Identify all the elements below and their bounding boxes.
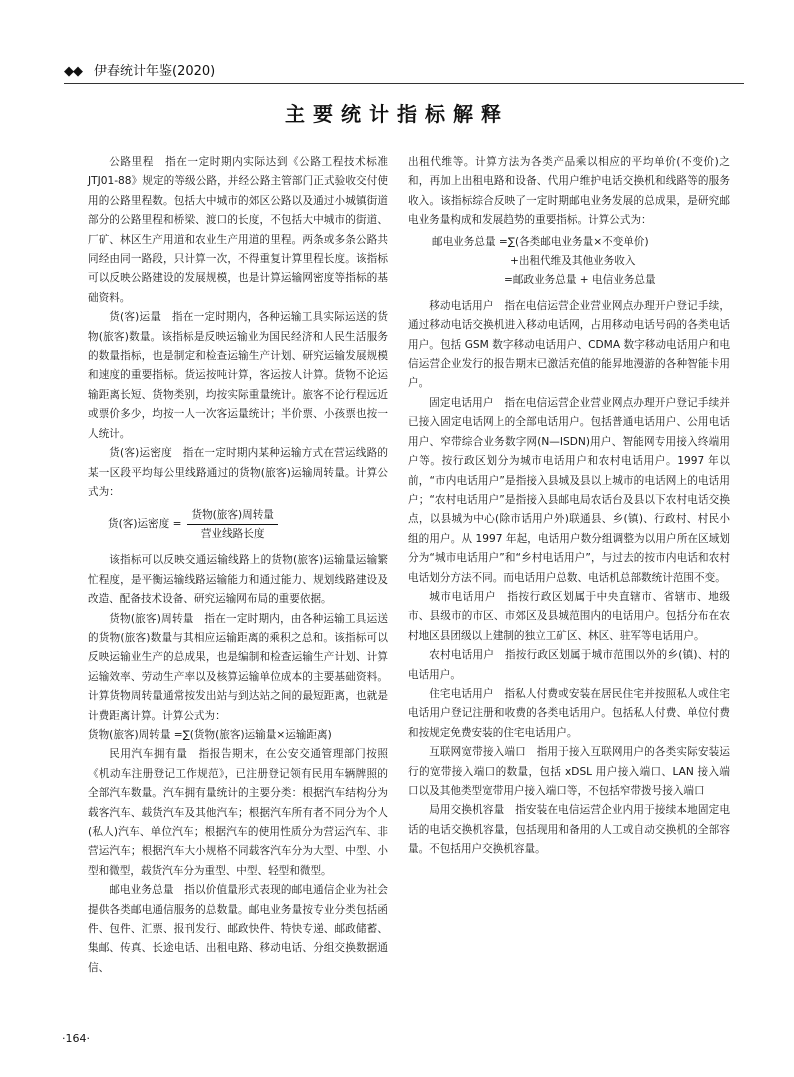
definition-text: 出租代维等。计算方法为各类产品乘以相应的平均单价(不变价)之和，再加上出租电路和设备、代用户维护电话交换机和线路等的服务收入。该指标综合反映了一定时期邮电业务发展的总成果，是研究邮电业务量构成和发展趋势的重要指标。计算公式为：	[408, 156, 730, 227]
term-label: 货物(旅客)周转量	[109, 612, 194, 625]
paragraph	[88, 444, 388, 502]
term-label: 农村电话用户	[429, 649, 495, 662]
formula-fraction	[187, 506, 277, 543]
formula-line: 邮电业务总量 =∑(各类邮电业务量×不变单价)	[432, 235, 649, 248]
paragraph	[408, 153, 730, 231]
definition-text: 指私人付费或安装在居民住宅并按照私人或住宅电话用户登记注册和收费的各类电话用户。包括私人付费、单位付费和按规定免费安装的住宅电话用户。	[408, 687, 731, 739]
term-label: 局用交换机容量	[429, 804, 505, 817]
definition-text: 指按行政区划属于中央直辖市、省辖市、地级市、县级市的市区、市郊区及县城范围内的电话用户。包括分布在农村地区县团级以上建制的独立工矿区、林区、驻军等电话用户。	[408, 590, 731, 642]
paragraph	[88, 551, 388, 609]
term-label: 互联网宽带接入端口	[429, 746, 526, 759]
paragraph	[88, 153, 388, 308]
term-label: 货(客)运密度	[109, 447, 172, 460]
term-label: 固定电话用户	[429, 396, 494, 409]
density-formula	[108, 506, 388, 543]
page-number: ·164·	[62, 1032, 90, 1045]
formula-numerator: 货物(旅客)周转量	[191, 509, 274, 522]
term-label: 移动电话用户	[429, 299, 494, 312]
postal-formula	[408, 233, 730, 291]
definition-text: 指安装在电信运营企业内用于接续本地固定电话的电话交换机容量，包括现用和备用的人工或自动交换机的全部容量。不包括用户交换机容量。	[408, 804, 731, 856]
paragraph	[88, 308, 388, 444]
definition-text: 指按行政区划属于城市范围以外的乡(镇)、村的电话用户。	[408, 649, 731, 681]
definition-text: 指在一定时期内，各种运输工具实际运送的货物(旅客)数量。该指标是反映运输业为国民经济和人民生活服务的数量指标，也是制定和检查运输生产计划、研究运输发展规模和速度的重要指标。货运按吨计算，客运按人计算。货物不论运输距离长短、货物类别，均按实际重量统计。旅客不论行程远近或票价多少，均按一人一次客运量统计；半价票、小孩票也按一人统计。	[88, 311, 388, 440]
paragraph	[408, 394, 730, 588]
formula-denominator: 营业线路长度	[200, 528, 265, 541]
diamond-icon: ◆◆	[64, 64, 82, 79]
paragraph	[408, 743, 730, 801]
paragraph	[88, 745, 388, 881]
definition-text: 指在电信运营企业营业网点办理开户登记手续，通过移动电话交换机进入移动电话网，占用移动电话号码的各类电话用户。包括 GSM 数字移动电话用户、CDMA 数字移动电话用户和电信运营企业发行的报告期末已激活充值的能昇地漫游的各种智能卡用户。	[408, 299, 731, 390]
paragraph	[408, 297, 730, 394]
left-column	[88, 153, 388, 978]
term-label: 住宅电话用户	[429, 687, 494, 700]
paragraph	[88, 881, 388, 978]
paragraph	[408, 685, 730, 743]
running-header-title: 伊春统计年鉴(2020)	[94, 64, 216, 79]
definition-text: 指在一定时期内某种运输方式在营运线路的某一区段平均每公里线路通过的货物(旅客)运输周转量。计算公式为：	[88, 447, 389, 498]
definition-text: 指以价值量形式表现的邮电通信企业为社会提供各类邮电通信服务的总数量。邮电业务量按专业分类包括函件、包件、汇票、报刊发行、邮政快件、特快专递、邮政储蓄、集邮、传真、长途电话、出租电路、移动电话、分组交换数据通信、	[88, 884, 389, 974]
paragraph	[408, 801, 730, 859]
term-label: 城市电话用户	[429, 590, 497, 603]
term-label: 货(客)运量	[109, 311, 162, 324]
formula-lhs: 货(客)运密度 =	[108, 518, 182, 531]
right-column	[408, 153, 730, 860]
formula-line: =邮政业务总量 + 电信业务总量	[504, 274, 656, 287]
definition-text: 该指标可以反映交通运输线路上的货物(旅客)运输量运输繁忙程度，是平衡运输线路运输能力和通过能力、规划线路建设及改造、配备技术设备、研究运输网布局的重要依据。	[88, 554, 388, 606]
definition-text: 指在一定时期内，由各种运输工具运送的货物(旅客)数量与其相应运输距离的乘积之总和。该指标可以反映运输业生产的总成果，也是编制和检查运输生产计划、计算运输效率、劳动生产率以及核算运输单位成本的主要基础资料。计算货物周转量通常按发出站与到达站之间的最短距离，也就是计费距离计算。计算公式为：	[88, 612, 389, 722]
definition-text: 指报告期末，在公安交通管理部门按照《机动车注册登记工作规范》，已注册登记领有民用车辆牌照的全部汽车数量。汽车拥有量统计的主要分类：根据汽车结构分为载客汽车、载货汽车及其他汽车；根据汽车所有者不同分为个人(私人)汽车、单位汽车；根据汽车的使用性质分为营运汽车、非营运汽车；根据汽车大小规格不同载客汽车分为大型、中型、小型和微型，载货汽车分为重型、中型、轻型和微型。	[88, 748, 389, 877]
definition-text: 指在一定时期内实际达到《公路工程技术标准 JTJ01-88》规定的等级公路，并经公路主管部门正式验收交付使用的公路里程数。包括大中城市的郊区公路以及通过小城镇街道部分的公路里程和桥梁、渡口的长度，不包括大中城市的街道、厂矿、林区生产用道和农业生产用道的里程。两条或多条公路共同经由同一路段，只计算一次，不得重复计算里程长度。该指标可以反映公路建设的发展规模，也是计算运输网密度等指标的基础资料。	[88, 156, 389, 304]
paragraph	[408, 588, 730, 646]
paragraph	[408, 646, 730, 685]
term-label: 邮电业务总量	[109, 884, 174, 897]
definition-text: 指用于接入互联网用户的各类实际安装运行的宽带接入端口的数量，包括 xDSL 用户接入端口、LAN 接入端口以及其他类型宽带用户接入端口等，不包括窄带拨号接入端口	[408, 746, 731, 797]
page-title: 主要统计指标解释	[285, 102, 509, 126]
term-label: 公路里程	[109, 156, 154, 168]
paragraph	[88, 610, 388, 726]
term-label: 民用汽车拥有量	[109, 748, 188, 761]
turnover-formula: 货物(旅客)周转量 =∑(货物(旅客)运输量×运输距离)	[88, 728, 332, 741]
running-header	[64, 64, 744, 84]
header-rule	[64, 83, 744, 84]
definition-text: 指在电信运营企业营业网点办理开户登记手续并已接入固定电话网上的全部电话用户。包括普通电话用户、公用电话用户、窄带综合业务数字网(N—ISDN)用户、智能网专用接入终端用户等。按行政区划分为城市电话用户和农村电话用户。1997 年以前，“市内电话用户”是指接入县城及县以上城市的电话网上的电话用户；“农村电话用户”是指接入县邮电局农话台及县以下农村电话交换点，以县城为中心(除市话用户外)联通县、乡(镇)、行政村、村民小组的用户。从 1997 年起，电话用户数分组调整为以用户所在区域划分为“城市电话用户”和“乡村电话用户”，与过去的按市内电话和农村电话划分方法不同。而电话用户总数、电话机总部数统计范围不变。	[408, 396, 731, 584]
formula-line: +出租代维及其他业务收入	[510, 255, 636, 268]
